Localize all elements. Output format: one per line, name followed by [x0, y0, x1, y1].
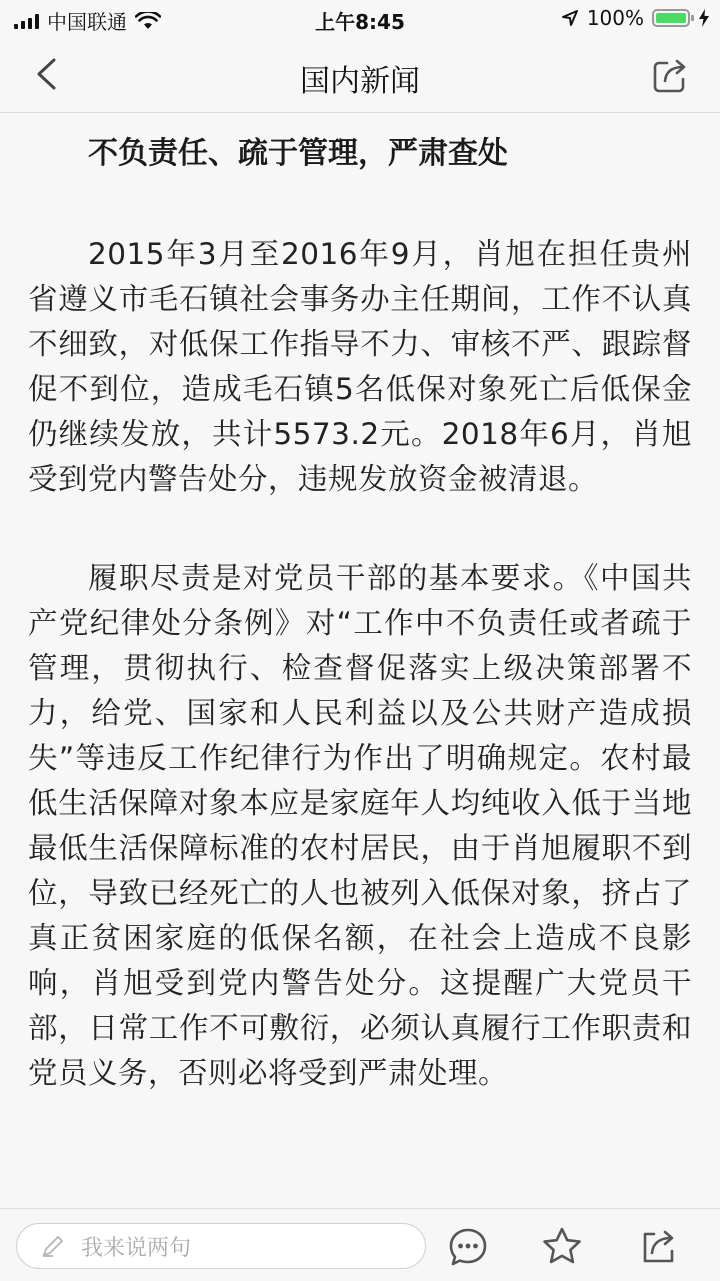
comments-icon [447, 1226, 489, 1268]
charging-icon [698, 8, 710, 28]
bottom-share-button[interactable] [636, 1225, 680, 1269]
back-chevron-icon [35, 57, 57, 91]
article-paragraph-2: 履职尽责是对党员干部的基本要求。《中国共产党纪律处分条例》对“工作中不负责任或者疏于管理，贯彻执行、检查督促落实上级决策部署不力，给党、国家和人民利益以及公共财产造成损失”等违反工作纪律行为作出了明确规定。农村最低生活保障对象本应是家庭年人均纯收入低于当地最低生活保障标准的农村居民，由于肖旭履职不到位，导致已经死亡的人也被列入低保对象，挤占了真正贫困家庭的低保名额，在社会上造成不良影响，肖旭受到党内警告处分。这提醒广大党员干部，日常工作不可敷衍，必须认真履行工作职责和党员义务，否则必将受到严肃处理。 [28, 561, 692, 1090]
comment-placeholder: 我来说两句 [81, 1235, 192, 1261]
back-button[interactable] [26, 54, 66, 94]
star-icon [541, 1226, 583, 1268]
article-body [28, 112, 692, 1208]
share-icon [638, 1227, 678, 1267]
share-button[interactable] [648, 54, 692, 98]
battery-icon [652, 9, 690, 27]
article-paragraph-1: 2015年3月至2016年9月，肖旭在担任贵州省遵义市毛石镇社会事务办主任期间，工作不认真不细致，对低保工作指导不力、审核不严、跟踪督促不到位，造成毛石镇5名低保对象死亡后低保金仍继续发放，共计5573.2元。2018年6月，肖旭受到党内警告处分，违规发放资金被清退。 [28, 237, 692, 496]
status-left [14, 6, 161, 35]
status-bar [0, 0, 720, 36]
article-heading: 不负责任、疏于管理，严肃查处 [88, 136, 508, 171]
signal-icon [14, 13, 39, 29]
share-icon [651, 57, 689, 95]
nav-bar [0, 36, 720, 113]
status-time: 上午8:45 [315, 10, 405, 34]
location-arrow-icon [561, 9, 579, 27]
page-title: 国内新闻 [300, 64, 420, 99]
favorite-button[interactable] [540, 1225, 584, 1269]
status-right [561, 6, 710, 30]
pen-icon [41, 1234, 65, 1258]
wifi-icon [135, 12, 161, 30]
bottom-toolbar [0, 1208, 720, 1281]
comments-button[interactable] [446, 1225, 490, 1269]
battery-percent: 100% [586, 6, 644, 30]
carrier-name: 中国联通 [47, 10, 127, 34]
comment-input[interactable] [16, 1223, 426, 1269]
